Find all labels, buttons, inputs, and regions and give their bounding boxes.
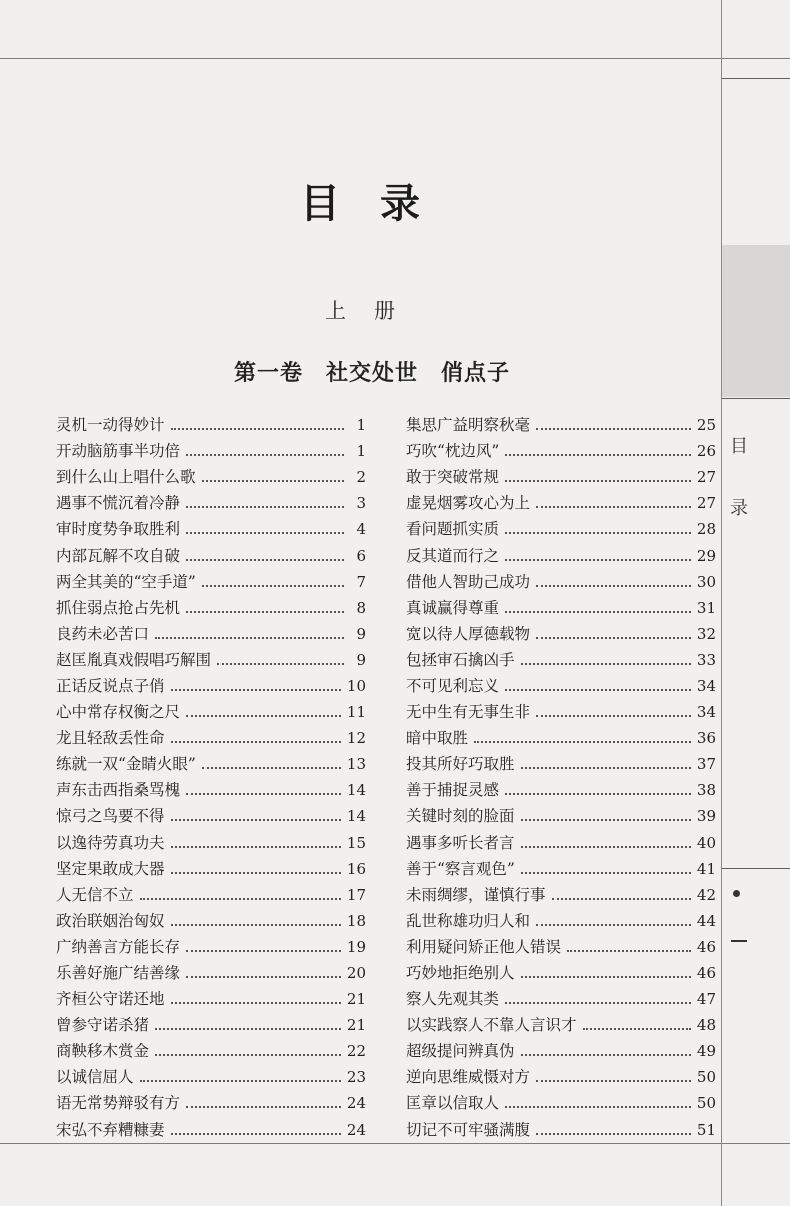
dot-leader (567, 948, 691, 952)
dot-leader (171, 844, 341, 848)
dot-leader (186, 948, 341, 952)
toc-entry-page: 37 (696, 755, 716, 774)
toc-entry[interactable] (406, 725, 716, 751)
dot-leader (536, 635, 691, 639)
toc-entry-page: 49 (696, 1042, 716, 1061)
dot-leader (140, 896, 341, 900)
dot-leader (186, 713, 341, 717)
toc-entry-page: 18 (346, 911, 366, 930)
toc-entry[interactable] (56, 934, 366, 960)
toc-entry-page: 26 (696, 442, 716, 461)
toc-entry-title: 开动脑筋事半功倍 (56, 442, 181, 461)
toc-entry-page: 16 (346, 859, 366, 878)
toc-entry-page: 20 (346, 964, 366, 983)
section-heading: 第一卷 社交处世 俏点子 (233, 360, 510, 386)
toc-entry-page: 40 (696, 833, 716, 852)
toc-entry-title: 借他人智助己成功 (406, 572, 531, 591)
toc-entry-title: 赵匡胤真戏假唱巧解围 (56, 650, 212, 669)
toc-entry-page: 50 (696, 1068, 716, 1087)
toc-entry-title: 切记不可牢骚满腹 (406, 1120, 531, 1139)
toc-entry-title: 心中常存权衡之尺 (56, 703, 181, 722)
dot-leader (155, 1052, 341, 1056)
dot-leader (536, 922, 691, 926)
toc-entry[interactable] (406, 542, 716, 568)
toc-entry-page: 12 (346, 729, 366, 748)
toc-entry[interactable] (56, 751, 366, 777)
toc-entry-title: 未雨绸缪，谨慎行事 (406, 885, 546, 904)
toc-entry-page: 50 (696, 1094, 716, 1113)
dot-leader (171, 426, 344, 430)
toc-entry-title: 人无信不立 (56, 885, 134, 904)
toc-entry-page: 25 (696, 416, 716, 435)
dot-leader (186, 1104, 341, 1108)
dot-leader (186, 609, 344, 613)
toc-entry-title: 关键时刻的脸面 (406, 807, 515, 826)
side-tab-rule-3 (722, 868, 790, 869)
bottom-rule (0, 1143, 790, 1144)
toc-entry-page: 10 (346, 676, 366, 695)
dot-leader (521, 765, 691, 769)
toc-entry[interactable] (56, 647, 366, 673)
toc-entry-page: 1 (356, 442, 366, 461)
dot-leader (521, 844, 691, 848)
toc-entry-page: 27 (696, 494, 716, 513)
dot-leader (202, 478, 344, 482)
dot-leader (521, 1052, 691, 1056)
toc-entry-title: 超级提问辨真伪 (406, 1042, 515, 1061)
toc-entry-page: 46 (696, 964, 716, 983)
toc-entry-title: 政治联姻治匈奴 (56, 911, 165, 930)
dot-leader (505, 1104, 691, 1108)
toc-entry-page: 42 (696, 885, 716, 904)
toc-entry[interactable] (56, 1117, 366, 1143)
toc-entry[interactable] (406, 569, 716, 595)
toc-entry-page: 31 (696, 598, 716, 617)
toc-entry-title: 以实践察人不靠人言识才 (406, 1016, 577, 1035)
toc-entry-title: 遇事不慌沉着冷静 (56, 494, 181, 513)
toc-column-right (406, 412, 716, 1143)
toc-entry-page: 30 (696, 572, 716, 591)
toc-entry-title: 虚晃烟雾攻心为上 (406, 494, 531, 513)
dot-leader (171, 1131, 341, 1135)
toc-entry-page: 24 (346, 1120, 366, 1139)
side-tab-label-2: 录 (730, 498, 748, 519)
side-tab-label-1: 目 (730, 436, 748, 457)
toc-entry-title: 以逸待劳真功夫 (56, 833, 165, 852)
toc-entry[interactable] (56, 464, 366, 490)
dot-leader (505, 557, 691, 561)
toc-entry-page: 47 (696, 990, 716, 1009)
toc-entry[interactable] (56, 777, 366, 803)
toc-entry-page: 11 (346, 703, 366, 722)
dot-leader (505, 791, 691, 795)
side-tab-rule-1 (722, 78, 790, 79)
toc-entry[interactable] (406, 882, 716, 908)
toc-entry-title: 语无常势辩驳有方 (56, 1094, 181, 1113)
toc-entry-page: 46 (696, 937, 716, 956)
dot-leader (202, 765, 341, 769)
dot-leader (536, 426, 691, 430)
toc-entry-title: 反其道而行之 (406, 546, 500, 565)
side-tab-bullet (733, 890, 740, 897)
dot-leader (474, 739, 691, 743)
toc-entry-title: 商鞅移木赏金 (56, 1042, 150, 1061)
toc-entry-title: 乱世称雄功归人和 (406, 911, 531, 930)
dot-leader (171, 1000, 341, 1004)
toc-entry[interactable] (56, 986, 366, 1012)
dot-leader (536, 583, 691, 587)
toc-entry-page: 1 (356, 416, 366, 435)
toc-entry[interactable] (56, 803, 366, 829)
toc-entry-page: 14 (346, 781, 366, 800)
dot-leader (521, 817, 691, 821)
toc-entry[interactable] (56, 1038, 366, 1064)
toc-entry-page: 51 (696, 1120, 716, 1139)
toc-entry[interactable] (406, 934, 716, 960)
toc-entry[interactable] (56, 516, 366, 542)
toc-entry[interactable] (406, 960, 716, 986)
dot-leader (186, 504, 344, 508)
margin-rule (721, 0, 722, 1206)
toc-entry-title: 善于“察言观色” (406, 859, 515, 878)
toc-entry-title: 利用疑问矫正他人错误 (406, 937, 562, 956)
toc-entry-title: 不可见利忘义 (406, 676, 500, 695)
toc-entry-page: 23 (346, 1068, 366, 1087)
toc-entry-title: 看问题抓实质 (406, 520, 500, 539)
dot-leader (186, 791, 341, 795)
toc-entry[interactable] (56, 1064, 366, 1090)
toc-entry-title: 投其所好巧取胜 (406, 755, 515, 774)
toc-entry[interactable] (406, 438, 716, 464)
toc-entry[interactable] (406, 516, 716, 542)
toc-entry[interactable] (56, 490, 366, 516)
toc-entry-title: 暗中取胜 (406, 729, 469, 748)
dot-leader (202, 583, 344, 587)
dot-leader (140, 1078, 341, 1082)
toc-entry-title: 宽以待人厚德载物 (406, 624, 531, 643)
toc-entry[interactable] (406, 673, 716, 699)
toc-entry[interactable] (406, 647, 716, 673)
toc-entry-title: 包拯审石擒凶手 (406, 650, 515, 669)
toc-entry-page: 39 (696, 807, 716, 826)
dot-leader (505, 478, 691, 482)
toc-entry[interactable] (56, 621, 366, 647)
toc-entry[interactable] (406, 856, 716, 882)
toc-entry-page: 15 (346, 833, 366, 852)
toc-entry-title: 到什么山上唱什么歌 (56, 468, 196, 487)
toc-entry-page: 28 (696, 520, 716, 539)
toc-entry[interactable] (56, 830, 366, 856)
toc-entry[interactable] (406, 1038, 716, 1064)
toc-entry[interactable] (56, 960, 366, 986)
dot-leader (186, 557, 344, 561)
toc-entry[interactable] (406, 751, 716, 777)
toc-entry-title: 灵机一动得妙计 (56, 416, 165, 435)
top-rule (0, 58, 790, 59)
toc-entry-page: 32 (696, 624, 716, 643)
toc-entry[interactable] (406, 412, 716, 438)
dot-leader (171, 922, 341, 926)
toc-entry-title: 遇事多听长者言 (406, 833, 515, 852)
toc-entry-title: 良药未必苦口 (56, 624, 150, 643)
dot-leader (171, 817, 341, 821)
toc-entry-page: 6 (356, 546, 366, 565)
toc-entry-title: 无中生有无事生非 (406, 703, 531, 722)
toc-entry[interactable] (406, 595, 716, 621)
toc-entry[interactable] (406, 803, 716, 829)
dot-leader (505, 687, 691, 691)
toc-entry[interactable] (56, 542, 366, 568)
toc-entry-title: 内部瓦解不攻自破 (56, 546, 181, 565)
toc-entry[interactable] (56, 856, 366, 882)
dot-leader (505, 452, 691, 456)
toc-entry[interactable] (56, 1012, 366, 1038)
toc-entry-title: 审时度势争取胜利 (56, 520, 181, 539)
toc-entry-page: 33 (696, 650, 716, 669)
toc-entry-title: 广纳善言方能长存 (56, 937, 181, 956)
dot-leader (171, 739, 341, 743)
toc-entry-page: 3 (356, 494, 366, 513)
toc-entry[interactable] (56, 699, 366, 725)
dot-leader (536, 1131, 691, 1135)
toc-entry-title: 匡章以信取人 (406, 1094, 500, 1113)
dot-leader (171, 870, 341, 874)
toc-entry-page: 9 (356, 624, 366, 643)
toc-entry-title: 两全其美的“空手道” (56, 572, 196, 591)
toc-entry-page: 27 (696, 468, 716, 487)
toc-column-left (56, 412, 366, 1143)
toc-entry[interactable] (56, 673, 366, 699)
toc-entry-page: 22 (346, 1042, 366, 1061)
toc-entry-title: 宋弘不弃糟糠妻 (56, 1120, 165, 1139)
toc-entry-page: 41 (696, 859, 716, 878)
toc-entry-page: 48 (696, 1016, 716, 1035)
toc-entry-title: 敢于突破常规 (406, 468, 500, 487)
toc-entry-title: 巧吹“枕边风” (406, 442, 500, 461)
toc-entry-title: 以诚信屈人 (56, 1068, 134, 1087)
dot-leader (217, 661, 344, 665)
toc-entry-page: 2 (356, 468, 366, 487)
toc-entry-title: 曾参守诺杀猪 (56, 1016, 150, 1035)
toc-entry-page: 19 (346, 937, 366, 956)
toc-entry[interactable] (406, 1090, 716, 1116)
toc-entry-title: 坚定果敢成大器 (56, 859, 165, 878)
dot-leader (505, 530, 691, 534)
toc-entry-page: 13 (346, 755, 366, 774)
toc-entry[interactable] (406, 1117, 716, 1143)
toc-entry-page: 8 (356, 598, 366, 617)
toc-entry[interactable] (406, 1012, 716, 1038)
toc-entry-title: 惊弓之鸟要不得 (56, 807, 165, 826)
dot-leader (536, 1078, 691, 1082)
toc-entry-page: 21 (346, 990, 366, 1009)
toc-entry[interactable] (406, 777, 716, 803)
toc-entry-page: 29 (696, 546, 716, 565)
toc-entry-page: 38 (696, 781, 716, 800)
toc-entry-title: 集思广益明察秋毫 (406, 416, 531, 435)
toc-entry-title: 乐善好施广结善缘 (56, 964, 181, 983)
toc-entry[interactable] (406, 986, 716, 1012)
dot-leader (583, 1026, 691, 1030)
toc-entry-page: 17 (346, 885, 366, 904)
toc-entry-page: 34 (696, 703, 716, 722)
toc-entry-title: 逆向思维威慑对方 (406, 1068, 531, 1087)
toc-entry-page: 34 (696, 676, 716, 695)
dot-leader (521, 870, 691, 874)
side-tab-page-marker (731, 940, 747, 942)
dot-leader (521, 661, 691, 665)
toc-entry-page: 44 (696, 911, 716, 930)
toc-entry[interactable] (56, 412, 366, 438)
dot-leader (505, 609, 691, 613)
page-title: 目录 (300, 181, 460, 227)
toc-entry[interactable] (56, 1090, 366, 1116)
toc-entry-page: 14 (346, 807, 366, 826)
toc-entry[interactable] (406, 1064, 716, 1090)
dot-leader (536, 713, 691, 717)
toc-entry[interactable] (56, 725, 366, 751)
toc-entry[interactable] (406, 490, 716, 516)
toc-entry-title: 善于捕捉灵感 (406, 781, 500, 800)
toc-entry-title: 齐桓公守诺还地 (56, 990, 165, 1009)
toc-entry[interactable] (56, 595, 366, 621)
toc-entry[interactable] (406, 830, 716, 856)
toc-entry[interactable] (56, 569, 366, 595)
side-tab-rule-2 (722, 398, 790, 399)
volume-heading: 上册 (325, 299, 423, 323)
dot-leader (155, 635, 344, 639)
toc-entry-title: 声东击西指桑骂槐 (56, 781, 181, 800)
dot-leader (155, 1026, 341, 1030)
toc-entry-title: 真诚赢得尊重 (406, 598, 500, 617)
toc-entry[interactable] (56, 438, 366, 464)
dot-leader (186, 974, 341, 978)
toc-entry-page: 4 (356, 520, 366, 539)
dot-leader (186, 530, 344, 534)
toc-entry-title: 巧妙地拒绝别人 (406, 964, 515, 983)
toc-entry[interactable] (56, 908, 366, 934)
dot-leader (171, 687, 341, 691)
dot-leader (552, 896, 691, 900)
toc-entry-title: 练就一双“金睛火眼” (56, 755, 196, 774)
toc-entry-page: 21 (346, 1016, 366, 1035)
toc-entry-title: 抓住弱点抢占先机 (56, 598, 181, 617)
dot-leader (186, 452, 344, 456)
toc-entry[interactable] (406, 699, 716, 725)
toc-entry-title: 察人先观其类 (406, 990, 500, 1009)
toc-entry-page: 36 (696, 729, 716, 748)
toc-entry-title: 正话反说点子俏 (56, 676, 165, 695)
toc-entry[interactable] (406, 464, 716, 490)
dot-leader (521, 974, 691, 978)
toc-entry-page: 7 (356, 572, 366, 591)
dot-leader (505, 1000, 691, 1004)
toc-entry[interactable] (406, 621, 716, 647)
toc-entry-page: 24 (346, 1094, 366, 1113)
toc-entry[interactable] (406, 908, 716, 934)
toc-entry-title: 龙且轻敌丢性命 (56, 729, 165, 748)
toc-entry[interactable] (56, 882, 366, 908)
toc-entry-page: 9 (356, 650, 366, 669)
dot-leader (536, 504, 691, 508)
